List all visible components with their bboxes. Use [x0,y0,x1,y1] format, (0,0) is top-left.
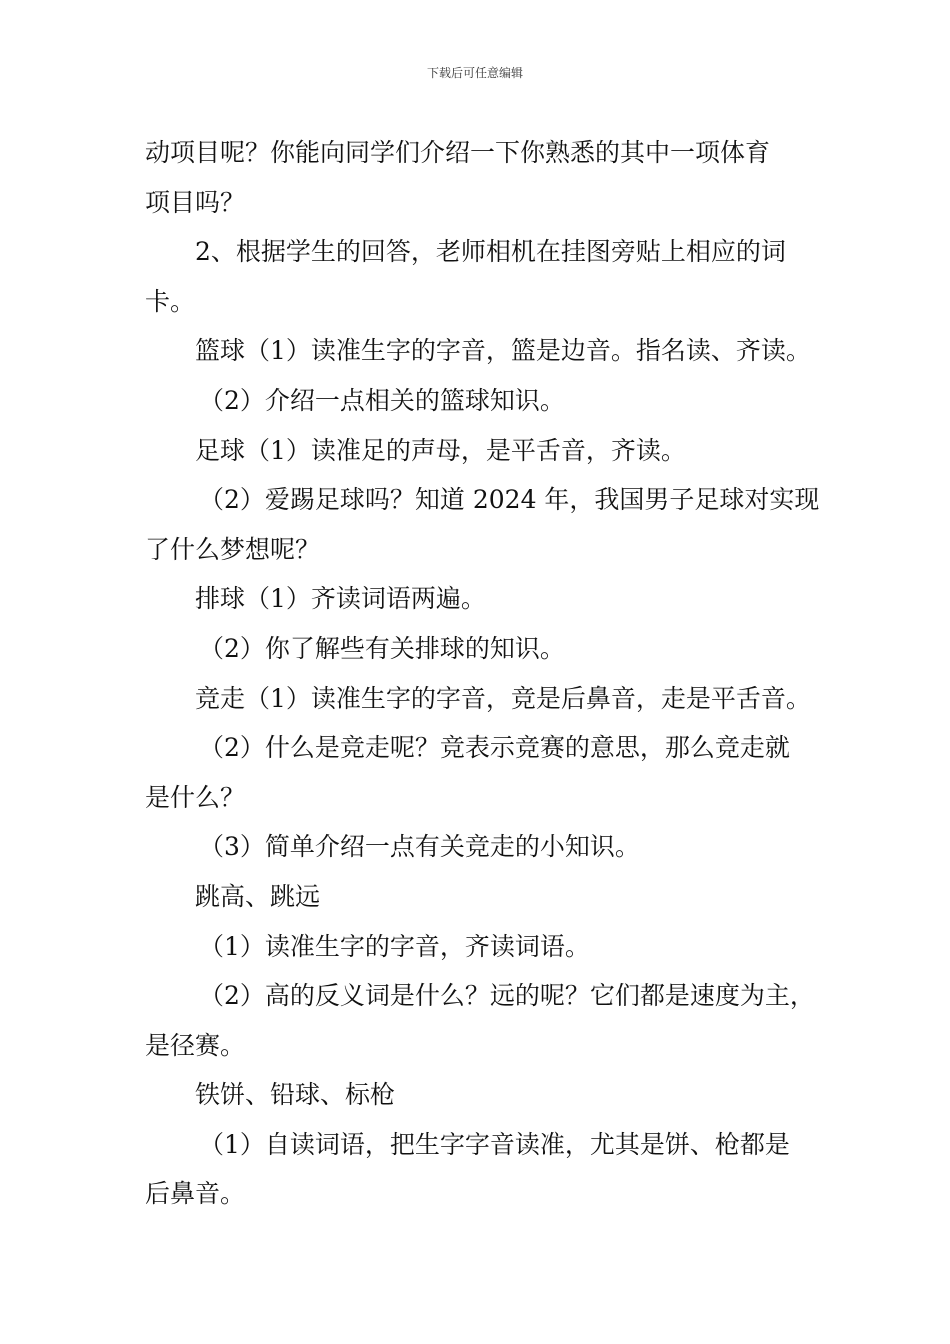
text-line: 动项目呢？你能向同学们介绍一下你熟悉的其中一项体育 [145,138,771,167]
text-line: 卡。 [145,286,196,316]
text-line: 铁饼、铅球、标枪 [195,1080,396,1110]
text-line: 后鼻音。 [145,1179,246,1209]
text-line: （3）简单介绍一点有关竞走的小知识。 [199,832,640,862]
page-header: 下载后可任意编辑 [426,66,523,80]
text-line: 竞走（1）读准生字的字音，竞是后鼻音，走是平舌音。 [195,683,811,713]
text-line: 排球（1）齐读词语两遍。 [195,584,486,614]
text-line: （1）自读词语，把生字字音读准，尤其是饼、枪都是 [199,1129,790,1159]
text-line: （2）介绍一点相关的篮球知识。 [199,385,565,415]
text-line: （2）你了解些有关排球的知识。 [199,633,565,663]
text-line: 项目吗？ [145,187,246,217]
text-line: （2）高的反义词是什么？远的呢？它们都是速度为主， [199,981,815,1011]
text-line: （2）爱踢足球吗？知道 2024 年，我国男子足球对实现 [199,485,820,515]
text-line: 2、根据学生的回答，老师相机在挂图旁贴上相应的词 [195,237,786,267]
text-line: 跳高、跳远 [195,881,321,911]
text-line: 是什么？ [145,782,246,812]
text-line: 足球（1）读准足的声母，是平舌音，齐读。 [195,435,686,465]
document-body [145,128,820,1219]
text-line: （1）读准生字的字音，齐读词语。 [199,931,590,961]
text-line: 篮球（1）读准生字的字音，篮是边音。指名读、齐读。 [195,336,811,366]
text-line: （2）什么是竞走呢？竞表示竞赛的意思，那么竞走就 [199,733,790,763]
text-line: 是径赛。 [145,1030,246,1060]
text-line: 了什么梦想呢？ [145,534,321,564]
